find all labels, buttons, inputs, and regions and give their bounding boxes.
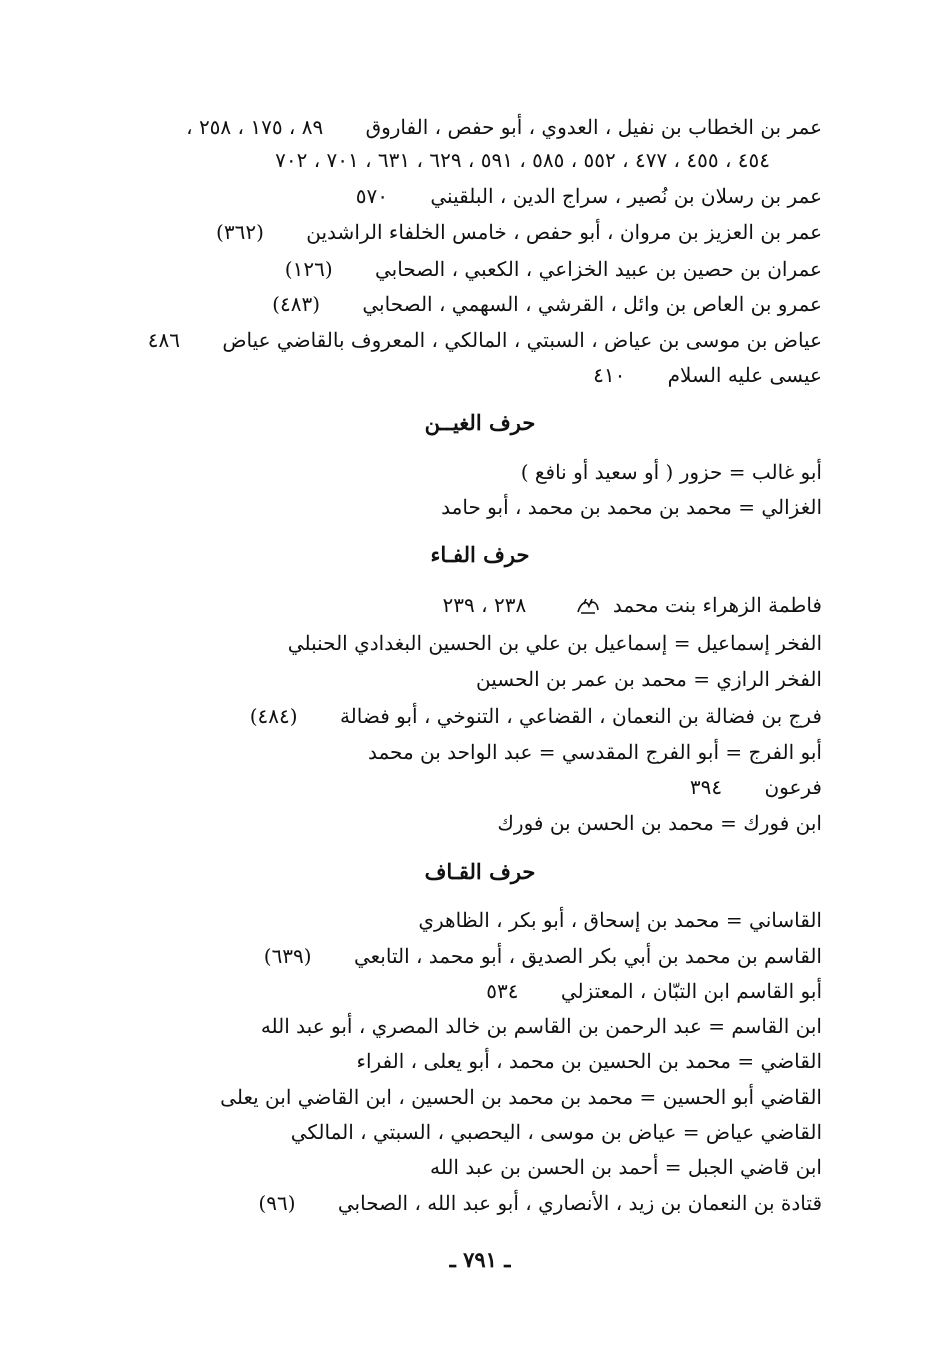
- entry-name: الغزالي = محمد بن محمد بن محمد ، أبو حامد: [441, 495, 822, 519]
- entry-name: عمران بن حصين بن عبيد الخزاعي ، الكعبي ، الصحابي: [375, 257, 822, 281]
- entry-name: عمر بن الخطاب بن نفيل ، العدوي ، أبو حفص ، الفاروق: [365, 115, 822, 139]
- entry-pages: ٨٩ ، ١٧٥ ، ٢٥٨ ،: [186, 115, 324, 139]
- index-entry: [441, 492, 822, 522]
- entry-name: عيسى عليه السلام: [667, 363, 822, 387]
- entry-pages: ٤٨٦: [147, 328, 180, 352]
- entry-name: قتادة بن النعمان بن زيد ، الأنصاري ، أبو عبد الله ، الصحابي: [337, 1191, 822, 1215]
- index-entry: [476, 664, 822, 694]
- entry-pages: (٦٣٩): [263, 944, 312, 968]
- entry-name: الفخر الرازي = محمد بن عمر بن الحسين: [476, 667, 822, 691]
- entry-pages: (١٢٦): [284, 257, 333, 281]
- entry-pages: ٤١٠: [593, 363, 626, 387]
- page-number: ـ ٧٩١ ـ: [449, 1247, 511, 1272]
- section-heading-fa: حرف الفـاء: [430, 542, 530, 567]
- section-heading-ghain: حرف الغيــن: [424, 410, 536, 435]
- entry-name: أبو غالب = حزور ( أو سعيد أو نافع ): [520, 460, 822, 484]
- entry-name: فاطمة الزهراء بنت محمد: [612, 593, 822, 617]
- entry-name: القاسم بن محمد بن أبي بكر الصديق ، أبو محمد ، التابعي: [353, 944, 822, 968]
- index-entry: [486, 976, 822, 1006]
- entry-name: القاضي أبو الحسين = محمد بن محمد بن الحسين ، ابن القاضي ابن يعلى: [220, 1085, 822, 1109]
- index-entry: [593, 360, 822, 390]
- entry-name: عمر بن العزيز بن مروان ، أبو حفص ، خامس الخلفاء الراشدين: [306, 220, 822, 244]
- index-entry: [291, 1117, 822, 1147]
- index-entry: [275, 145, 770, 175]
- index-entry: [264, 941, 822, 971]
- index-entry: [418, 905, 822, 935]
- index-entry: [258, 1188, 822, 1218]
- entry-name: فرج بن فضالة بن النعمان ، القضاعي ، التنوخي ، أبو فضالة: [339, 704, 822, 728]
- entry-pages: ٣٩٤: [689, 775, 723, 799]
- entry-pages: (٩٦): [258, 1191, 296, 1215]
- entry-name: ابن فورك = محمد بن الحسن بن فورك: [497, 811, 822, 835]
- entry-pages: (٣٦٢): [216, 220, 264, 244]
- entry-name: فرعون: [764, 775, 822, 799]
- entry-name: القاساني = محمد بن إسحاق ، أبو بكر ، الظاهري: [418, 908, 822, 932]
- index-entry: [186, 112, 822, 142]
- entry-name: أبو القاسم ابن التبّان ، المعتزلي: [560, 979, 822, 1003]
- index-entry: [272, 289, 822, 319]
- index-entry: [261, 1011, 822, 1041]
- entry-name: أبو الفرج = أبو الفرج المقدسي = عبد الواحد بن محمد: [367, 740, 822, 764]
- entry-name: عمر بن رسلان بن نُصير ، سراج الدين ، البلقيني: [430, 184, 822, 208]
- index-entry: [220, 1082, 822, 1112]
- index-entry: [356, 181, 822, 211]
- entry-pages: ٥٣٤: [486, 979, 519, 1003]
- entry-name: ابن القاسم = عبد الرحمن بن القاسم بن خالد المصري ، أبو عبد الله: [260, 1014, 822, 1038]
- entry-name: الفخر إسماعيل = إسماعيل بن علي بن الحسين البغدادي الحنبلي: [287, 631, 822, 655]
- entry-name: القاضي عياض = عياض بن موسى ، اليحصبي ، السبتي ، المالكي: [290, 1120, 822, 1144]
- entry-pages: ٤٥٤ ، ٤٥٥ ، ٤٧٧ ، ٥٥٢ ، ٥٨٥ ، ٥٩١ ، ٦٢٩ ، ٦٣١ ، ٧٠١ ، ٧٠٢: [275, 148, 770, 172]
- salawat-seal-icon: [575, 596, 601, 618]
- index-entry: [216, 217, 822, 247]
- index-entry: [430, 1152, 822, 1182]
- index-entry: [148, 325, 822, 355]
- entry-name: القاضي = محمد بن الحسين بن محمد ، أبو يعلى ، الفراء: [356, 1049, 822, 1073]
- entry-pages: (٤٨٣): [272, 292, 321, 316]
- section-heading-qaf: حرف القـاف: [424, 859, 536, 884]
- index-entry: [497, 808, 822, 838]
- index-entry: [521, 457, 822, 487]
- entry-name: عياض بن موسى بن عياض ، السبتي ، المالكي ، المعروف بالقاضي عياض: [222, 328, 822, 352]
- index-entry: [285, 254, 822, 284]
- entry-pages: (٤٨٤): [249, 704, 298, 728]
- entry-pages: ٢٣٨ ، ٢٣٩: [442, 593, 527, 617]
- index-entry: [690, 772, 822, 802]
- index-entry: [368, 737, 822, 767]
- index-entry: [357, 1046, 822, 1076]
- index-entry: [250, 701, 822, 731]
- entry-pages: ٥٧٠: [355, 184, 389, 208]
- index-entry: [288, 628, 822, 658]
- entry-name: عمرو بن العاص بن وائل ، القرشي ، السهمي ، الصحابي: [362, 292, 822, 316]
- entry-name: ابن قاضي الجبل = أحمد بن الحسن بن عبد الله: [429, 1155, 822, 1179]
- index-entry: [443, 590, 822, 620]
